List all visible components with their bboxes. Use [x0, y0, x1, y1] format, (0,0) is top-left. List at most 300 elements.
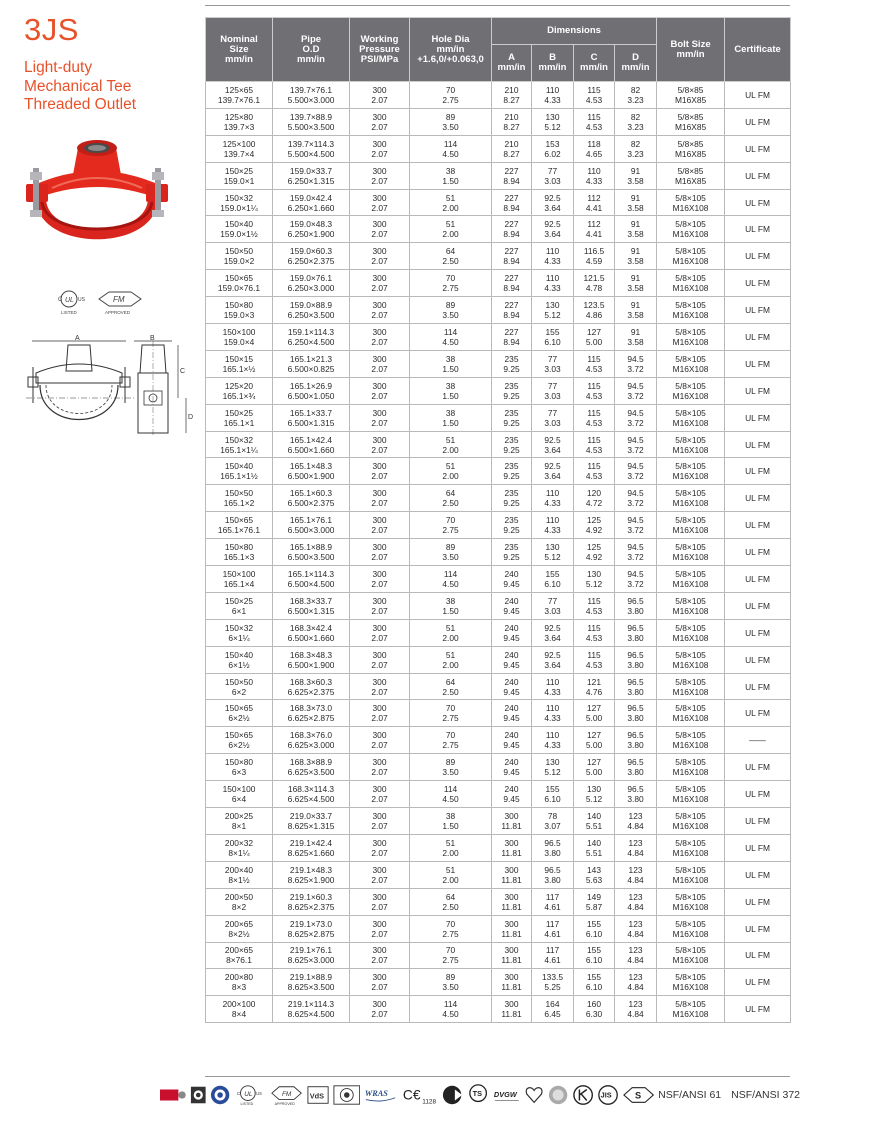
logo-text: S: [634, 1090, 641, 1101]
cell-line: 165.1×42.4: [289, 434, 333, 445]
cell-line: 117: [545, 891, 560, 902]
cell-line: 165.1×60.3: [289, 488, 333, 499]
cell-dim-d: [615, 808, 657, 835]
cell-certificate: [725, 727, 791, 754]
cell-line: 150×65: [224, 730, 254, 741]
cell-pipe-od: [273, 646, 350, 673]
table-row: [206, 727, 791, 754]
cell-line: 8×1: [231, 820, 247, 831]
cell-line: 300: [372, 999, 387, 1010]
cell-line: 5/8×85: [677, 165, 704, 176]
cell-line: 115: [587, 84, 601, 95]
cell-line: 6.500×2.375: [287, 498, 335, 509]
cell-line: 11.81: [501, 847, 522, 858]
cell-line: 77: [547, 380, 558, 391]
cqc-logo: [210, 1084, 230, 1106]
cell-line: 5/8×105: [675, 757, 706, 768]
cell-line: 2.07: [371, 794, 388, 805]
cell-line: 300: [372, 757, 387, 768]
cell-line: 300: [372, 138, 387, 149]
cell-line: 5/8×105: [675, 676, 706, 687]
cell-line: 9.45: [503, 686, 520, 697]
cell-line: 5.87: [585, 901, 603, 912]
cell-line: 235: [504, 542, 519, 553]
cell-pipe-od: [273, 861, 350, 888]
cell-certificate: [725, 431, 791, 458]
cell-line: M16X108: [672, 336, 709, 347]
cell-line: 9.25: [503, 471, 520, 482]
cell-line: 159.0×60.3: [289, 246, 333, 257]
cell-line: 8.625×2.375: [287, 901, 335, 912]
cell-dim-d: [615, 485, 657, 512]
cell-line: M16X108: [672, 955, 709, 966]
cell-dim-c: [574, 82, 615, 109]
cell-line: 6.500×1.900: [287, 471, 335, 482]
cell-line: 2.00: [442, 229, 459, 240]
cell-line: 240: [504, 703, 519, 714]
cell-line: 77: [547, 407, 558, 418]
cell-line: 300: [372, 165, 387, 176]
cell-dim-c: [574, 754, 615, 781]
cell-line: 235: [504, 515, 519, 526]
cell-line: 1.50: [442, 363, 459, 374]
cell-dim-c: [574, 888, 615, 915]
cell-line: 114: [443, 999, 458, 1010]
cell-working-pressure: [350, 216, 410, 243]
cell-dim-c: [574, 592, 615, 619]
cell-line: 70: [445, 945, 456, 956]
cell-dim-a: [492, 243, 532, 270]
cell-certificate: [725, 673, 791, 700]
cell-line: 38: [445, 380, 456, 391]
cell-line: 77: [547, 165, 558, 176]
cell-line: 300: [372, 300, 387, 311]
cell-line: 150×32: [224, 622, 254, 633]
cell-dim-a: [492, 324, 532, 351]
cell-line: 4.84: [627, 820, 644, 831]
cell-line: 8×4: [231, 1009, 247, 1020]
cell-certificate: [725, 754, 791, 781]
cell-line: 4.53: [585, 417, 603, 428]
cell-line: 6.500×1.315: [287, 605, 335, 616]
cell-line: 9.25: [503, 552, 520, 563]
header-line: mm/in: [580, 62, 608, 73]
cell-line: 89: [445, 111, 456, 122]
cell-line: 8.625×1.900: [287, 874, 335, 885]
cell-line: 1.50: [442, 390, 459, 401]
cell-bolt-size: [657, 162, 725, 189]
cell-line: 165.1×76.1: [289, 515, 333, 526]
cell-line: 91: [630, 246, 641, 257]
cell-dim-a: [492, 135, 532, 162]
table-row: [206, 431, 791, 458]
cell-nominal-size: [206, 350, 273, 377]
cell-dim-a: [492, 861, 532, 888]
col-hole-dia: [410, 18, 492, 82]
cell-line: 150×40: [224, 219, 254, 230]
logo-text: US: [255, 1091, 262, 1096]
cell-line: 2.00: [442, 847, 459, 858]
cell-line: 110: [545, 676, 560, 687]
cell-line: 3.50: [442, 767, 459, 778]
cell-line: 165.1×1¼: [220, 444, 258, 455]
cell-working-pressure: [350, 512, 410, 539]
cell-line: 168.3×88.9: [289, 757, 333, 768]
cell-line: 2.07: [371, 121, 388, 132]
cell-line: 300: [372, 219, 387, 230]
cell-line: 159.0×76.1: [217, 283, 261, 294]
cell-dim-c: [574, 539, 615, 566]
cell-line: 123: [628, 810, 643, 821]
cell-line: 114: [443, 138, 458, 149]
cell-dim-b: [532, 404, 574, 431]
cell-line: 5/8×105: [675, 703, 706, 714]
cell-line: 3.58: [627, 336, 644, 347]
s-diamond-logo: [623, 1085, 654, 1105]
cell-dim-b: [532, 270, 574, 297]
cell-hole-dia: [410, 915, 492, 942]
cell-line: UL FM: [745, 331, 770, 342]
cell-nominal-size: [206, 646, 273, 673]
spec-table: [205, 17, 791, 1023]
cell-line: 300: [504, 837, 519, 848]
cell-dim-b: [532, 942, 574, 969]
cell-line: 121.5: [583, 273, 605, 284]
cell-certificate: [725, 888, 791, 915]
cell-line: 82: [630, 84, 641, 95]
cell-line: 130: [587, 784, 601, 795]
cell-line: 115: [587, 353, 601, 364]
cell-dim-a: [492, 727, 532, 754]
cell-dim-c: [574, 189, 615, 216]
cell-line: 5/8×105: [675, 784, 706, 795]
cell-hole-dia: [410, 592, 492, 619]
cell-line: 127: [587, 326, 601, 337]
cell-line: 3.72: [627, 390, 644, 401]
cell-line: M16X108: [672, 363, 709, 374]
cell-bolt-size: [657, 646, 725, 673]
cell-dim-b: [532, 619, 574, 646]
cell-working-pressure: [350, 942, 410, 969]
logo-text: TS: [472, 1088, 483, 1098]
cell-pipe-od: [273, 108, 350, 135]
cell-nominal-size: [206, 619, 273, 646]
cell-certificate: [725, 915, 791, 942]
cell-hole-dia: [410, 270, 492, 297]
dimension-drawing: [22, 333, 202, 443]
cell-bolt-size: [657, 754, 725, 781]
cell-line: 227: [504, 192, 519, 203]
cell-line: 300: [372, 918, 387, 929]
cell-pipe-od: [273, 270, 350, 297]
cell-line: 150×65: [224, 703, 254, 714]
cell-bolt-size: [657, 485, 725, 512]
cell-line: 4.84: [627, 901, 644, 912]
cell-hole-dia: [410, 189, 492, 216]
cell-line: 2.75: [442, 740, 459, 751]
cell-line: 110: [545, 246, 560, 257]
cell-nominal-size: [206, 996, 273, 1023]
cell-line: 11.81: [501, 982, 522, 993]
cell-line: 82: [630, 138, 641, 149]
cell-line: M16X85: [674, 94, 707, 105]
cell-line: 235: [504, 488, 519, 499]
cell-bolt-size: [657, 834, 725, 861]
header-line: Working: [360, 33, 399, 45]
cell-dim-a: [492, 485, 532, 512]
cell-hole-dia: [410, 969, 492, 996]
cell-dim-a: [492, 350, 532, 377]
cell-line: 120: [587, 488, 601, 499]
cell-line: 2.07: [371, 229, 388, 240]
cell-dim-c: [574, 781, 615, 808]
cell-line: 9.45: [503, 794, 520, 805]
cell-line: UL FM: [745, 116, 770, 127]
cell-dim-c: [574, 297, 615, 324]
cell-line: M16X108: [672, 229, 709, 240]
cell-line: 5.500×4.500: [287, 148, 335, 159]
cell-line: 2.07: [371, 767, 388, 778]
cell-line: M16X108: [672, 390, 709, 401]
cell-hole-dia: [410, 485, 492, 512]
cell-dim-c: [574, 566, 615, 593]
table-row: [206, 297, 791, 324]
cell-line: 9.25: [503, 444, 520, 455]
cell-line: 159.0×42.4: [289, 192, 333, 203]
cell-line: 70: [445, 273, 456, 284]
header-cert-marks: [55, 287, 175, 317]
cell-bolt-size: [657, 297, 725, 324]
cell-line: 3.03: [544, 175, 561, 186]
cell-line: 300: [504, 810, 519, 821]
cell-line: UL FM: [745, 654, 770, 665]
cell-line: 3.80: [627, 659, 644, 670]
cell-line: 51: [445, 837, 456, 848]
cell-working-pressure: [350, 431, 410, 458]
cell-line: 110: [545, 703, 560, 714]
listed-text: LISTED: [61, 310, 77, 315]
cell-line: 4.61: [544, 955, 561, 966]
cell-line: 4.53: [585, 632, 603, 643]
cell-certificate: [725, 808, 791, 835]
cell-dim-b: [532, 673, 574, 700]
cell-dim-b: [532, 458, 574, 485]
cell-dim-c: [574, 135, 615, 162]
cell-nominal-size: [206, 727, 273, 754]
cell-line: UL FM: [745, 762, 770, 773]
cell-dim-c: [574, 324, 615, 351]
cell-line: 5/8×105: [675, 730, 706, 741]
cell-line: 96.5: [627, 649, 644, 660]
cell-line: 4.50: [442, 1009, 459, 1020]
cell-pipe-od: [273, 324, 350, 351]
cell-line: 150×40: [224, 461, 254, 472]
cell-hole-dia: [410, 243, 492, 270]
cell-line: 8.625×4.500: [287, 1009, 335, 1020]
cell-line: 2.07: [371, 175, 388, 186]
cell-dim-d: [615, 404, 657, 431]
cell-line: 150×50: [224, 246, 254, 257]
cell-certificate: [725, 135, 791, 162]
cell-line: 5/8×105: [675, 219, 706, 230]
cell-line: 200×65: [224, 918, 254, 929]
cell-line: 9.45: [503, 740, 520, 751]
header-line: A: [508, 52, 515, 63]
cell-line: M16X108: [672, 1009, 709, 1020]
cell-line: 164: [545, 999, 560, 1010]
cell-nominal-size: [206, 512, 273, 539]
cell-line: 96.5: [627, 676, 644, 687]
cell-line: 2.75: [442, 928, 459, 939]
table-row: [206, 646, 791, 673]
cell-nominal-size: [206, 216, 273, 243]
cell-bolt-size: [657, 700, 725, 727]
cell-line: 4.33: [585, 175, 603, 186]
cell-line: 6.10: [544, 336, 561, 347]
cell-line: 235: [504, 353, 519, 364]
cell-line: 70: [445, 918, 456, 929]
cell-certificate: [725, 162, 791, 189]
cell-line: 300: [372, 891, 387, 902]
cell-line: 227: [504, 165, 519, 176]
cell-line: 149: [587, 891, 601, 902]
cell-line: 4.33: [544, 283, 561, 294]
ts-logo: [468, 1083, 488, 1107]
cell-line: 70: [445, 84, 456, 95]
cell-line: 300: [372, 703, 387, 714]
cell-nominal-size: [206, 592, 273, 619]
cell-line: 3.58: [627, 283, 644, 294]
cell-certificate: [725, 861, 791, 888]
cell-line: 130: [545, 111, 560, 122]
cell-bolt-size: [657, 216, 725, 243]
cell-bolt-size: [657, 673, 725, 700]
cell-line: 127: [587, 730, 601, 741]
cell-line: 96.5: [627, 703, 644, 714]
cell-line: 155: [545, 568, 560, 579]
cell-line: 6.45: [544, 1009, 561, 1020]
cell-line: UL FM: [745, 950, 770, 961]
cell-pipe-od: [273, 727, 350, 754]
cell-line: UL FM: [745, 600, 770, 611]
cell-line: 94.5: [627, 353, 644, 364]
cell-line: ——: [749, 735, 766, 746]
cell-line: 219.1×114.3: [287, 999, 335, 1010]
cell-certificate: [725, 619, 791, 646]
cell-pipe-od: [273, 189, 350, 216]
cell-dim-b: [532, 108, 574, 135]
cell-dim-d: [615, 350, 657, 377]
cell-bolt-size: [657, 996, 725, 1023]
cell-line: 159.0×1½: [220, 229, 258, 240]
cell-line: 5/8×105: [675, 488, 706, 499]
cell-line: 200×80: [224, 972, 254, 983]
cell-line: 200×65: [224, 945, 254, 956]
cell-line: 11.81: [501, 874, 522, 885]
cell-line: 51: [445, 461, 456, 472]
cell-line: 5/8×105: [675, 407, 706, 418]
cell-dim-b: [532, 969, 574, 996]
cell-bolt-size: [657, 861, 725, 888]
cell-hole-dia: [410, 646, 492, 673]
cell-line: 240: [504, 622, 519, 633]
cell-line: 115: [587, 380, 601, 391]
logo-text: LISTED: [240, 1102, 253, 1107]
cell-line: 123: [628, 918, 643, 929]
cell-bolt-size: [657, 82, 725, 109]
col-dim-b: [532, 45, 574, 82]
cell-hole-dia: [410, 82, 492, 109]
cell-bolt-size: [657, 566, 725, 593]
kc-logo: [442, 1084, 464, 1106]
cell-working-pressure: [350, 324, 410, 351]
cell-working-pressure: [350, 404, 410, 431]
cell-line: UL FM: [745, 1004, 770, 1015]
cell-dim-b: [532, 592, 574, 619]
cell-line: 115: [587, 407, 601, 418]
cell-line: 4.50: [442, 794, 459, 805]
cell-line: 300: [504, 972, 519, 983]
dim-d-label: D: [188, 414, 194, 421]
cell-line: 115: [587, 622, 601, 633]
dvgw-logo: [493, 1083, 521, 1107]
cell-pipe-od: [273, 673, 350, 700]
fm-approved-logo: [270, 1083, 303, 1107]
cell-line: 210: [504, 111, 519, 122]
dim-b-label: B: [150, 335, 155, 342]
cell-hole-dia: [410, 108, 492, 135]
cell-line: 9.45: [503, 659, 520, 670]
cell-line: 2.00: [442, 471, 459, 482]
cell-line: 91: [630, 273, 641, 284]
cell-nominal-size: [206, 969, 273, 996]
cell-dim-a: [492, 108, 532, 135]
cell-line: 5/8×105: [675, 542, 706, 553]
table-row: [206, 808, 791, 835]
cell-line: 155: [545, 326, 560, 337]
cell-line: 139.7×76.1: [217, 94, 261, 105]
cell-hole-dia: [410, 754, 492, 781]
header-line: Pressure: [359, 43, 400, 55]
cell-hole-dia: [410, 162, 492, 189]
cell-line: 118: [587, 138, 601, 149]
cell-dim-a: [492, 270, 532, 297]
cell-line: 2.07: [371, 740, 388, 751]
cell-nominal-size: [206, 754, 273, 781]
cell-dim-d: [615, 270, 657, 297]
cell-line: 300: [372, 273, 387, 284]
cell-line: M16X108: [672, 471, 709, 482]
cell-line: 2.07: [371, 686, 388, 697]
cell-line: 165.1×76.1: [217, 525, 261, 536]
cell-dim-a: [492, 969, 532, 996]
cell-line: 6.625×3.500: [287, 767, 335, 778]
cell-line: 133.5: [542, 972, 563, 983]
cell-line: 300: [504, 945, 519, 956]
cell-line: 227: [504, 300, 519, 311]
cell-dim-b: [532, 243, 574, 270]
cell-hole-dia: [410, 431, 492, 458]
cell-line: 4.84: [627, 955, 644, 966]
cell-dim-a: [492, 888, 532, 915]
header-line: D: [632, 52, 639, 63]
header-line: +1.6,0/+0.063,0: [417, 53, 484, 65]
cell-line: 4.84: [627, 982, 644, 993]
cell-line: 2.07: [371, 928, 388, 939]
cell-line: 227: [504, 246, 519, 257]
dim-c-label: C: [180, 368, 186, 375]
cell-working-pressure: [350, 189, 410, 216]
